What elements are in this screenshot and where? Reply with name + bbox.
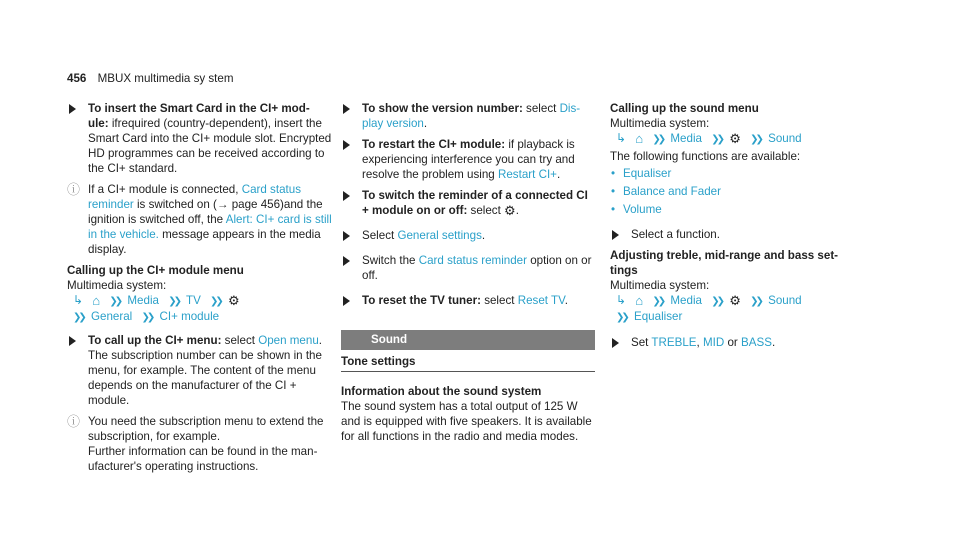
info-icon: ⓘ [67,182,81,197]
step-text: Select [362,229,398,242]
list-item [610,184,865,199]
page-number: 456 [67,72,87,85]
system-label: Multimedia system: [67,279,167,292]
path-item-general[interactable]: General [91,310,133,323]
step-text: select [480,294,518,307]
step-text: select [522,102,560,115]
step-text: . [564,294,568,307]
path-item-tv[interactable]: TV [185,294,201,307]
link-open-menu[interactable]: Open menu [258,334,319,347]
heading-calling-sound: Calling up the sound menu [610,102,759,115]
link-alert-message[interactable]: Alert: CI+ card is still in the vehicle. [88,213,332,241]
step-select-general [341,228,595,243]
step-text: Select a function. [631,228,720,241]
return-arrow-icon: ↳ [616,293,627,307]
page-ref-arrow-icon: → [216,198,229,211]
step-text: option on or off. [362,254,592,282]
step-lead: To call up the CI+ menu: [88,334,222,347]
step-switch-option [341,253,595,283]
double-chevron-icon: ❯❯ [168,296,179,307]
note-subscription [67,414,332,474]
subsection-title-tone: Tone settings [341,354,595,372]
heading-calling-ci: Calling up the CI+ module menu [67,264,244,277]
step-arrow-icon [343,191,350,201]
step-reset-tv [341,293,595,308]
step-arrow-icon [343,140,350,150]
column-middle [341,101,595,450]
column-right [610,101,865,356]
section-title-sound: Sound [341,330,595,350]
step-text: . [481,229,486,242]
return-arrow-icon: ↳ [73,293,84,307]
step-select-function [610,227,865,242]
step-call-ci-menu [67,333,332,408]
double-chevron-icon: ❯❯ [616,312,627,323]
menu-path [73,293,332,309]
option-bass[interactable]: BASS [741,336,772,349]
step-text: . [771,336,776,349]
calling-sound-menu [610,101,865,147]
page-header-title: MBUX multimedia sy stem [97,72,234,85]
double-chevron-icon: ❯❯ [141,312,153,323]
step-lead: To reset the TV tuner: [362,294,481,307]
link-reset-tv[interactable]: Reset TV [517,294,565,307]
list-item [610,202,865,217]
note-text: Further information can be found in the man‐ ufacturer's operating instructions. [88,445,318,473]
settings-icon[interactable]: ⚙ [729,293,741,308]
step-text: . [515,204,519,217]
function-equaliser[interactable]: Equaliser [623,167,672,180]
paragraph-sound-info: The sound system has a total output of 125 W and is equipped with five speakers. It is available for all functions in the radio and media modes. [341,400,592,443]
path-item-media[interactable]: Media [670,294,702,307]
note-card-status [67,182,332,257]
double-chevron-icon: ❯❯ [750,296,761,307]
step-arrow-icon [69,104,76,114]
double-chevron-icon: ❯❯ [711,134,722,145]
step-arrow-icon [69,336,76,346]
step-set-levels [610,335,865,350]
step-show-version [341,101,595,131]
path-item-sound[interactable]: Sound [768,294,802,307]
step-arrow-icon [343,231,350,241]
link-card-status-reminder[interactable]: Card status reminder [88,183,301,211]
link-restart-ci[interactable]: Restart CI+ [497,168,557,181]
menu-path [616,131,865,147]
menu-path [616,293,865,309]
path-item-equaliser[interactable]: Equaliser [634,310,683,323]
step-text: . The subscription number can be shown in the menu, for example. The content of the menu depends on the manufacturer of the CI + module. [88,334,323,407]
step-lead: To switch the reminder of a connected CI + module on or off: [362,189,588,217]
step-text: ifrequired (country-dependent), insert the Smart Card into the CI+ module slot. Encrypted HD programmes can be received according to the CI+ standard. [88,117,332,175]
step-text: Switch the [362,254,419,267]
info-icon: ⓘ [67,414,81,429]
functions-list [610,166,865,217]
double-chevron-icon: ❯❯ [73,312,84,323]
note-text: is switched on ( [133,198,217,211]
home-icon[interactable]: ⌂ [92,293,101,308]
system-label: Multimedia system: [610,117,710,130]
heading-sound-info: Information about the sound system [341,385,542,398]
function-volume[interactable]: Volume [623,203,662,216]
home-icon[interactable]: ⌂ [635,293,644,308]
settings-icon[interactable]: ⚙ [729,131,741,146]
step-arrow-icon [343,104,350,114]
link-card-status-reminder[interactable]: Card status reminder [418,254,527,267]
note-text: page 456)and the ignition is switched off, the [88,198,323,226]
link-general-settings[interactable]: General settings [397,229,482,242]
bullet-icon: • [611,167,616,180]
step-restart-ci [341,137,595,182]
double-chevron-icon: ❯❯ [652,296,664,307]
note-text: If a CI+ module is connected, [88,183,242,196]
list-item [610,166,865,181]
path-item-ci-module[interactable]: CI+ module [159,310,220,323]
step-arrow-icon [343,296,350,306]
step-text: or [724,336,742,349]
return-arrow-icon: ↳ [616,131,627,145]
adjusting-settings [610,248,865,325]
note-text: You need the subscription menu to extend the subscription, for example. [88,415,324,443]
bullet-icon: • [611,203,616,216]
double-chevron-icon: ❯❯ [750,134,761,145]
path-item-media[interactable]: Media [670,132,702,145]
function-balance-fader[interactable]: Balance and Fader [623,185,721,198]
double-chevron-icon: ❯❯ [109,296,121,307]
link-display-version[interactable]: Dis‐ play version [362,102,581,130]
path-item-media[interactable]: Media [127,294,159,307]
bullet-icon: • [611,185,616,198]
step-arrow-icon [343,256,350,266]
settings-icon[interactable]: ⚙ [504,203,516,218]
menu-path-cont [616,309,865,325]
menu-path-cont [73,309,332,325]
step-text: . [423,117,428,130]
step-text: Set [631,336,652,349]
settings-icon[interactable]: ⚙ [228,293,240,308]
step-insert-card [67,101,332,176]
heading-adjusting: Adjusting treble, mid-range and bass set‐ tings [610,249,839,277]
note-text: message appears in the media display. [88,228,321,256]
functions-intro: The following functions are available: [610,150,801,163]
column-left [67,101,332,480]
calling-ci-menu [67,263,332,325]
step-text: select [221,334,259,347]
option-treble[interactable]: TREBLE [651,336,697,349]
double-chevron-icon: ❯❯ [652,134,664,145]
step-arrow-icon [612,230,619,240]
step-text: , [696,336,703,349]
double-chevron-icon: ❯❯ [210,296,221,307]
system-label: Multimedia system: [610,279,710,292]
step-text: select [467,204,505,217]
step-text: . [556,168,561,181]
step-switch-reminder [341,188,595,218]
home-icon[interactable]: ⌂ [635,131,644,146]
double-chevron-icon: ❯❯ [711,296,722,307]
info-sound-system [341,384,595,444]
option-mid[interactable]: MID [702,336,725,349]
step-lead: To restart the CI+ module: [362,138,506,151]
step-text: if playback is experiencing interference you can try and resolve the problem using [362,138,575,181]
step-arrow-icon [612,338,619,348]
page-header [67,71,234,86]
step-lead: To insert the Smart Card in the CI+ mod‐ ule: [88,102,310,130]
step-lead: To show the version number: [362,102,523,115]
path-item-sound[interactable]: Sound [768,132,802,145]
